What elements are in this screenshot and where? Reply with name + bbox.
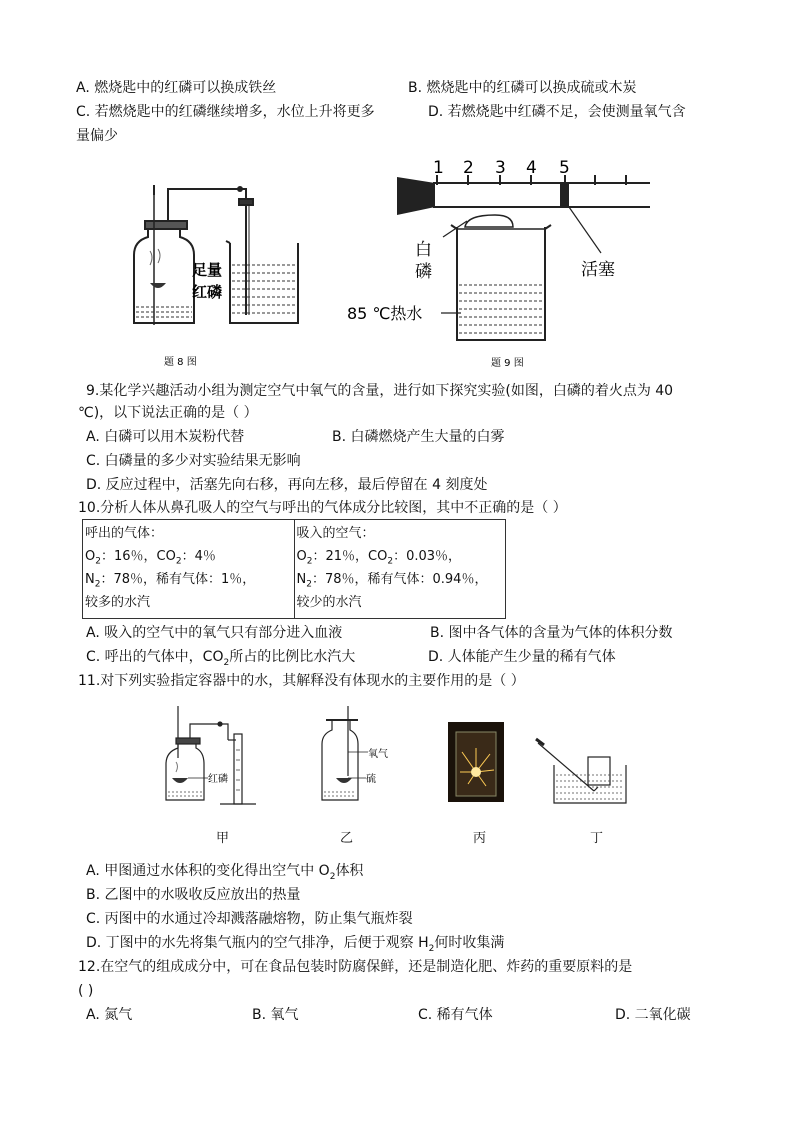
fig9-label-water: 85 ℃热水 [347, 304, 423, 323]
q9-option-a: A. 白磷可以用木炭粉代替 [86, 429, 245, 445]
fig11-caption-ding: 丁 [590, 831, 604, 846]
q12-option-d: D. 二氧化碳 [615, 1007, 691, 1023]
exhaled-cell: 呼出的气体： $O_2$：16％，$CO_2$：4％ $N_2$：78％，稀有气体：1％， 较多的水汽 [83, 520, 295, 619]
q10-option-b: B. 图中各气体的含量为气体的体积分数 [430, 625, 673, 641]
q11-option-c: C. 丙图中的水通过冷却溅落融熔物，防止集气瓶炸裂 [86, 911, 413, 927]
q10-option-c: C. 呼出的气体中，$CO_2$所占的比例比水汽大 [86, 649, 356, 668]
fig11-caption-bing: 丙 [473, 831, 487, 846]
q9-option-c: C. 白磷量的多少对实验结果无影响 [86, 453, 301, 469]
fig11-label-sulfur: 硫 [366, 774, 376, 785]
q8-option-a: A. 燃烧匙中的红磷可以换成铁丝 [76, 80, 277, 96]
inhaled-cell: 吸入的空气： $O_2$：21％，$CO_2$：0.03％， $N_2$：78％，稀有气体：0.94％， 较少的水汽 [294, 520, 506, 619]
fig9-label-phosphorus-1: 白 [415, 240, 432, 260]
fig9-label-piston: 活塞 [581, 260, 615, 280]
q10-option-d: D. 人体能产生少量的稀有气体 [428, 649, 616, 665]
fig11-label-red-p: 红磷 [208, 774, 228, 785]
figure-9 [345, 155, 655, 370]
fig9-tick-1: 1 [433, 158, 444, 178]
fig8-label-1: 足量 [192, 261, 223, 279]
q12-stem: 12.在空气的组成成分中，可在食品包装时防腐保鲜，还是制造化肥、炸药的重要原料的是 [78, 959, 633, 975]
q11-stem: 11.对下列实验指定容器中的水，其解释没有体现水的主要作用的是（ ） [78, 673, 525, 689]
fig9-label-phosphorus-2: 磷 [415, 262, 432, 282]
q9-option-b: B. 白磷燃烧产生大量的白雾 [332, 429, 505, 445]
q12-bracket: ( ) [78, 983, 94, 999]
fig8-label-2: 红磷 [192, 283, 223, 301]
figure-11-jia [160, 700, 270, 810]
fig9-tick-4: 4 [526, 158, 537, 178]
fig9-caption: 题 9 图 [491, 358, 524, 369]
fig11-caption-jia: 甲 [216, 831, 230, 846]
q10-stem: 10.分析人体从鼻孔吸人的空气与呼出的气体成分比较图，其中不正确的是（ ） [78, 500, 567, 516]
q9-stem-cont: ℃)，以下说法正确的是（ ） [78, 405, 258, 421]
q8-option-d-cont: 量偏少 [76, 128, 118, 144]
figure-11-ding [530, 735, 630, 810]
fig9-tick-5: 5 [559, 158, 570, 178]
fig9-tick-3: 3 [495, 158, 506, 178]
q8-option-b: B. 燃烧匙中的红磷可以换成硫或木炭 [408, 80, 637, 96]
fig8-caption: 题 8 图 [164, 357, 197, 368]
figure-8 [128, 175, 318, 370]
figure-11-yi [318, 700, 408, 810]
fig9-tick-2: 2 [463, 158, 474, 178]
q9-option-d: D. 反应过程中，活塞先向右移，再向左移，最后停留在 4 刻度处 [86, 477, 488, 493]
figure-11-bing [448, 722, 508, 804]
q12-option-b: B. 氧气 [252, 1007, 299, 1023]
q10-option-a: A. 吸入的空气中的氧气只有部分进入血液 [86, 625, 343, 641]
fig11-label-oxygen: 氧气 [368, 749, 388, 760]
q11-option-a: A. 甲图通过水体积的变化得出空气中 $O_2$体积 [86, 863, 364, 882]
q12-option-c: C. 稀有气体 [418, 1007, 493, 1023]
gas-comparison-table [82, 519, 506, 619]
q9-stem: 9.某化学兴趣活动小组为测定空气中氧气的含量，进行如下探究实验(如图，白磷的着火点为 40 [86, 383, 674, 399]
q11-option-d: D. 丁图中的水先将集气瓶内的空气排净，后便于观察 $H_2$何时收集满 [86, 935, 505, 954]
q8-option-d: D. 若燃烧匙中红磷不足，会使测量氧气含 [428, 104, 686, 120]
q8-option-c: C. 若燃烧匙中的红磷继续增多，水位上升将更多 [76, 104, 375, 120]
q11-option-b: B. 乙图中的水吸收反应放出的热量 [86, 887, 301, 903]
fig11-caption-yi: 乙 [340, 831, 354, 846]
q12-option-a: A. 氮气 [86, 1007, 133, 1023]
